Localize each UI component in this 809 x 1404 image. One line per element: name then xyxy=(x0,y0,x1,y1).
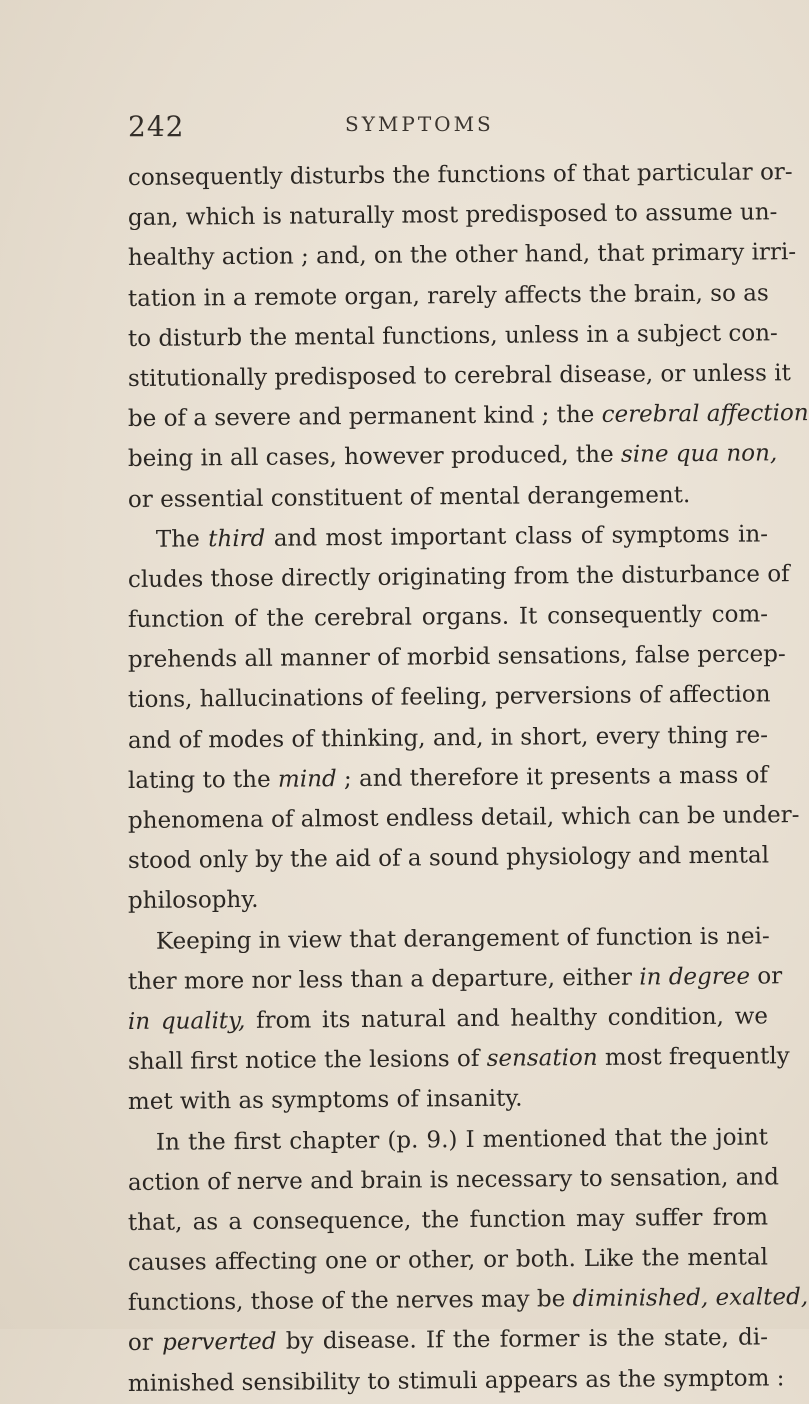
text-segment: shall first notice the lesions of xyxy=(127,1045,487,1076)
text-segment: prehends all manner of morbid sensations, false percep- xyxy=(127,641,786,674)
text-segment: gan, which is naturally most predisposed to assume un- xyxy=(127,199,778,232)
text-line xyxy=(127,1278,809,1324)
text-segment: In the first chapter (p. 9.) I mentioned that the joint xyxy=(155,1123,769,1156)
text-line xyxy=(128,755,768,801)
text-line xyxy=(127,193,778,239)
text-line xyxy=(127,1157,780,1203)
text-line xyxy=(128,514,768,560)
text-segment: by disease. If the former is the state, di- xyxy=(276,1324,769,1356)
text-line xyxy=(127,152,793,198)
text-segment: be of a severe and permanent kind ; the xyxy=(127,401,602,433)
text-segment: causes affecting one or other, or both. Like the mental xyxy=(127,1244,769,1277)
text-line xyxy=(128,715,768,761)
page-number: 242 xyxy=(128,110,185,143)
text-line xyxy=(127,233,797,279)
text-line xyxy=(127,635,786,681)
text-segment: being in all cases, however produced, the xyxy=(127,442,622,473)
text-segment: or essential constituent of mental derangement. xyxy=(127,481,691,513)
text-line xyxy=(127,1037,790,1083)
text-line xyxy=(128,1197,768,1243)
text-segment: and of modes of thinking, and, in short, every thing re- xyxy=(127,722,769,754)
text-segment: lating to the xyxy=(127,766,279,794)
text-line xyxy=(128,916,768,962)
text-segment: ther more nor less than a departure, either xyxy=(127,964,640,995)
text-segment: most frequently xyxy=(597,1043,790,1072)
text-line xyxy=(128,1318,768,1364)
text-segment: stitutionally predisposed to cerebral disease, or unless it xyxy=(127,360,791,392)
text-segment: action of nerve and brain is necessary to sensation, and xyxy=(127,1164,780,1196)
text-line xyxy=(127,795,800,841)
body-text xyxy=(127,158,809,1404)
text-line xyxy=(128,1077,768,1123)
text-segment: or xyxy=(127,1330,163,1357)
text-segment: met with as symptoms of insanity. xyxy=(127,1085,523,1116)
text-line xyxy=(128,876,768,922)
text-segment: philosophy. xyxy=(127,887,259,915)
running-head: SYMPTOMS xyxy=(345,112,494,136)
text-line xyxy=(128,594,768,640)
text-line xyxy=(128,1117,768,1163)
text-segment: cludes those directly originating from the disturbance of xyxy=(127,561,790,593)
italic-text: perverted xyxy=(161,1329,277,1357)
text-line xyxy=(127,1358,785,1404)
text-segment: tions, hallucinations of feeling, perversions of affection xyxy=(127,681,771,714)
text-segment: consequently disturbs the functions of that particular or- xyxy=(127,159,793,191)
italic-text: mind xyxy=(277,765,337,793)
text-segment: stood only by the aid of a sound physiology and mental xyxy=(127,842,770,875)
text-segment: functions, those of the nerves may be xyxy=(127,1286,573,1317)
text-segment: ; and therefore it presents a mass of xyxy=(336,762,769,792)
text-segment: from its natural and healthy condition, we xyxy=(245,1003,769,1034)
italic-text: in quality, xyxy=(127,1007,246,1035)
text-line xyxy=(127,434,778,480)
italic-text: sensation xyxy=(486,1045,598,1072)
text-line xyxy=(127,554,790,600)
italic-text: sine qua non, xyxy=(620,440,778,469)
italic-text: in degree xyxy=(639,963,751,991)
text-line xyxy=(127,956,783,1002)
text-segment: phenomena of almost endless detail, which can be under- xyxy=(127,802,800,834)
text-segment: or xyxy=(749,963,783,990)
italic-text: third xyxy=(208,525,266,552)
text-segment: minished sensibility to stimuli appears as the symptom : xyxy=(127,1364,785,1397)
text-line xyxy=(128,1237,768,1283)
text-segment: that, as a consequence, the function may suffer from xyxy=(127,1204,769,1236)
page-header xyxy=(0,110,800,150)
text-line xyxy=(128,996,768,1042)
italic-text: cerebral affection xyxy=(601,400,809,428)
text-line xyxy=(127,313,778,359)
text-line xyxy=(127,675,771,721)
text-segment: tation in a remote organ, rarely affects the brain, so as xyxy=(127,279,769,312)
text-segment: Keeping in view that derangement of function is nei- xyxy=(155,922,770,955)
text-line xyxy=(128,273,768,319)
text-line xyxy=(127,353,791,399)
text-segment: to disturb the mental functions, unless in a subject con- xyxy=(127,320,778,352)
text-segment: and most important class of symptoms in- xyxy=(265,521,769,552)
text-line xyxy=(128,474,768,520)
italic-text: diminished, exalted, xyxy=(572,1284,809,1313)
text-segment: healthy action ; and, on the other hand, that primary irri- xyxy=(127,239,797,272)
text-segment: function of the cerebral organs. It consequently com- xyxy=(127,601,769,634)
text-segment: The xyxy=(155,525,209,553)
text-line xyxy=(127,394,809,440)
text-line xyxy=(128,836,768,882)
